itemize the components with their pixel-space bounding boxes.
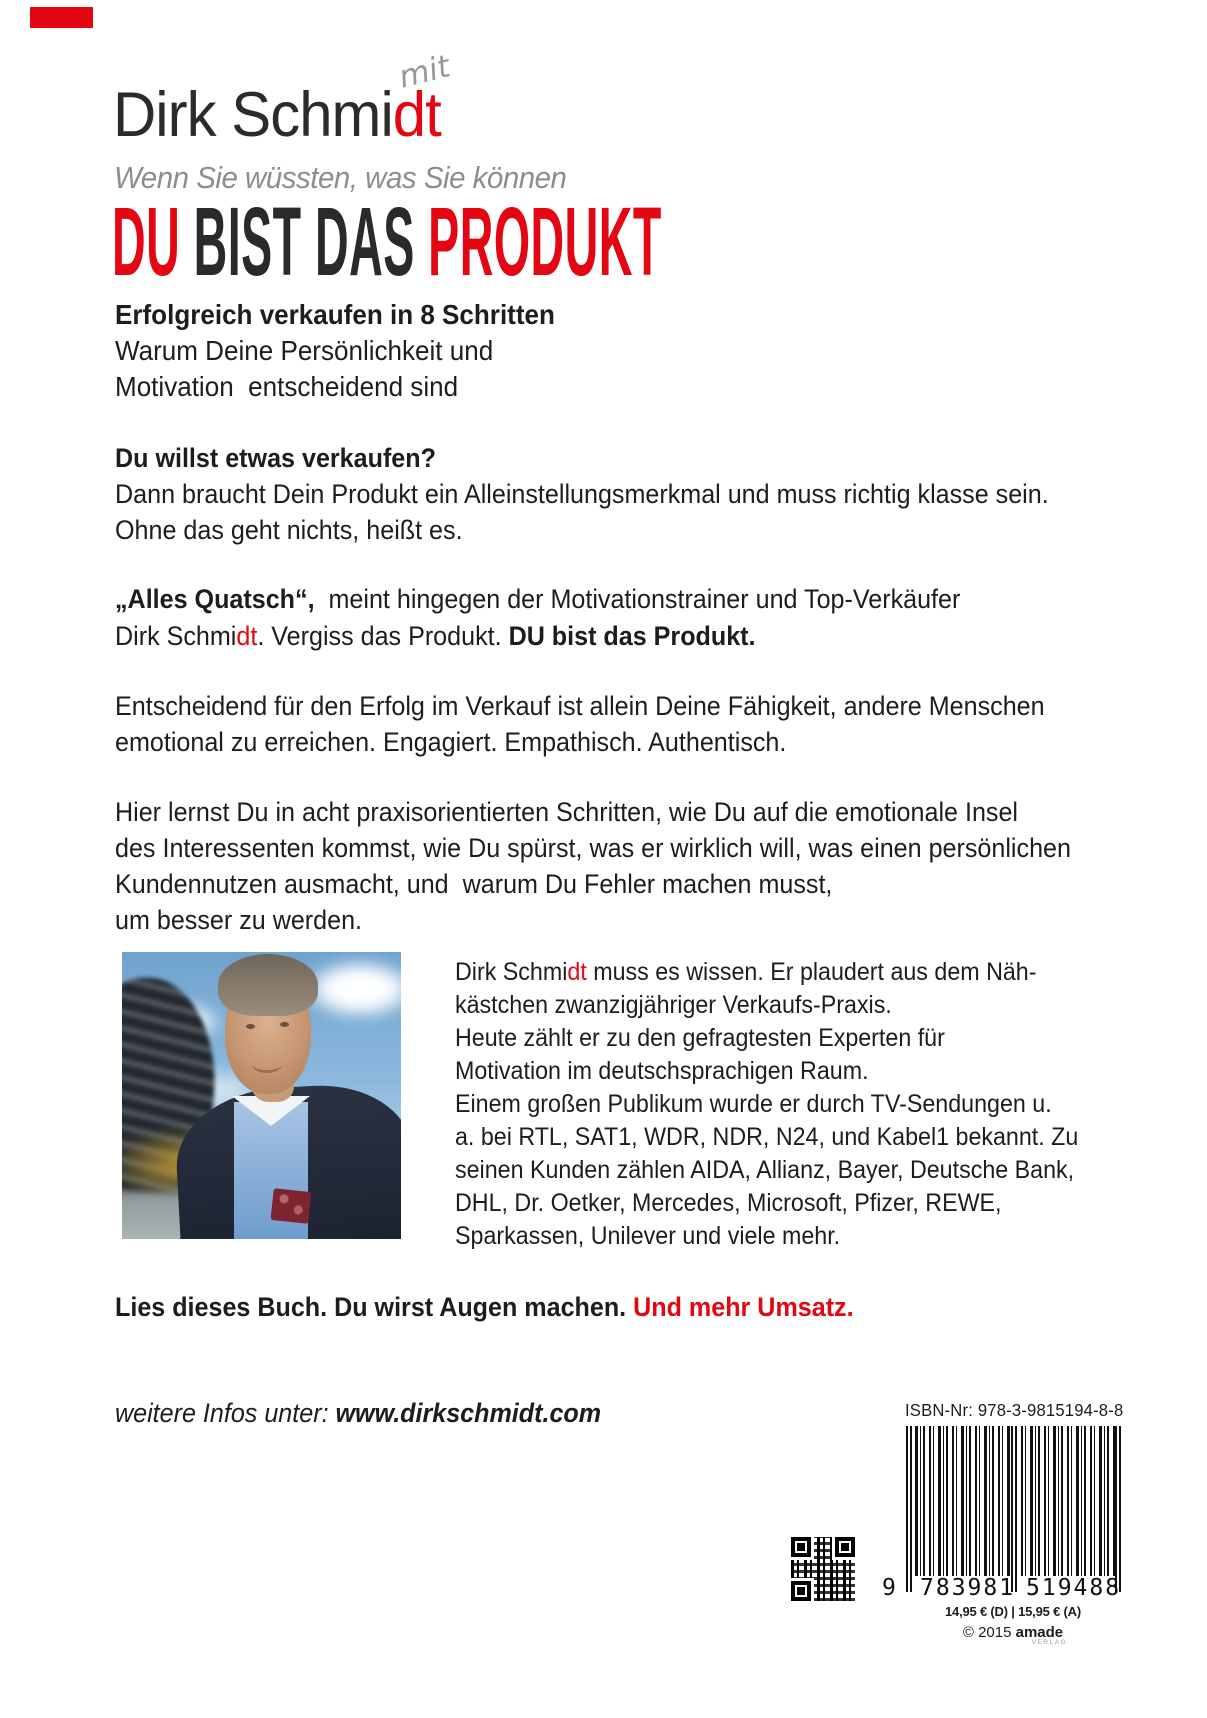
bio-line: a. bei RTL, SAT1, WDR, NDR, N24, und Kabel1 bekannt. Zu (455, 1123, 1079, 1151)
author-photo (122, 952, 401, 1239)
photo-eye (246, 1024, 255, 1029)
logo-script-mit: mit (395, 48, 454, 96)
paragraph-sell (115, 440, 1049, 548)
success-line: Entscheidend für den Erfolg im Verkauf ist allein Deine Fähigkeit, andere Menschen (115, 691, 1045, 721)
sell-heading: Du willst etwas verkaufen? (115, 443, 436, 473)
barcode-digit-group: 519488 (1026, 1575, 1122, 1601)
bio-name-black: Dirk Schmi (455, 958, 568, 986)
book-title (112, 187, 662, 296)
publisher-name (1015, 1624, 1068, 1646)
qr-code (791, 1537, 855, 1601)
success-line: emotional zu erreichen. Engagiert. Empathisch. Authentisch. (115, 727, 787, 757)
barcode-digit-group: 9 (882, 1575, 898, 1601)
author-bio (455, 956, 1078, 1253)
title-produkt: PRODUKT (428, 187, 662, 296)
bio-line: Sparkassen, Unilever und viele mehr. (455, 1222, 841, 1250)
steps-line: Kundennutzen ausmacht, und warum Du Fehler machen musst, (115, 869, 833, 899)
barcode-guard (1115, 1426, 1121, 1592)
photo-hair (218, 954, 318, 1016)
bio-line: Heute zählt er zu den gefragtesten Experten für (455, 1024, 945, 1052)
quote-name-red: dt (236, 621, 258, 651)
bio-line-1 (455, 956, 1078, 989)
subtitle-bold-line: Erfolgreich verkaufen in 8 Schritten (115, 299, 555, 330)
price-line: 14,95 € (D) | 15,95 € (A) (945, 1604, 1081, 1619)
qr-finder-icon (791, 1581, 811, 1601)
paragraph-steps (115, 794, 1071, 938)
bio-line: Einem großen Publikum wurde er durch TV-Sendungen u. (455, 1090, 1052, 1118)
bio-line-1-rest: muss es wissen. Er plaudert aus dem Näh- (586, 958, 1037, 986)
publisher-label: amade (1015, 1624, 1064, 1641)
website-prefix: weitere Infos unter: (115, 1398, 336, 1428)
copyright-prefix: © 2015 (962, 1624, 1016, 1641)
barcode-digit-group: 783981 (920, 1575, 1016, 1601)
barcode-guard (906, 1426, 912, 1592)
quote-name-black: Dirk Schmi (115, 621, 237, 651)
quote-bold: „Alles Quatsch“, (115, 584, 315, 614)
barcode-guard (1011, 1426, 1017, 1592)
cta-red: Und mehr Umsatz. (633, 1292, 854, 1322)
title-bist-das: BIST DAS (180, 187, 429, 296)
call-to-action (115, 1292, 854, 1323)
subtitle-block (115, 297, 555, 405)
website-line (115, 1398, 601, 1429)
steps-line: des Interessenten kommst, wie Du spürst, was er wirklich will, was einen persönlichen (115, 833, 1071, 863)
website-link[interactable]: www.dirkschmidt.com (335, 1398, 602, 1428)
subtitle-line: Motivation entscheidend sind (115, 371, 459, 402)
author-logo (113, 82, 441, 148)
paragraph-success (115, 688, 1045, 760)
sell-line: Ohne das geht nichts, heißt es. (115, 515, 463, 545)
quote-rest: meint hingegen der Motivationstrainer und Top-Verkäufer (314, 584, 961, 614)
photo-pocket-square (270, 1188, 311, 1224)
quote-line-2 (115, 618, 960, 655)
copyright-line (880, 1624, 1146, 1646)
quote-bold-claim: DU bist das Produkt. (508, 621, 756, 651)
logo-name-red: dt (392, 80, 441, 150)
bio-line: DHL, Dr. Oetker, Mercedes, Microsoft, Pfizer, REWE, (455, 1189, 1002, 1217)
qr-finder-icon (791, 1537, 811, 1557)
qr-finder-icon (835, 1537, 855, 1557)
steps-line: Hier lernst Du in acht praxisorientierten Schritten, wie Du auf die emotionale Insel (115, 797, 1019, 827)
photo-eye (280, 1022, 289, 1027)
title-du: DU (112, 187, 181, 296)
sell-line: Dann braucht Dein Produkt ein Alleinstellungsmerkmal und muss richtig klasse sein. (115, 479, 1049, 509)
steps-line: um besser zu werden. (115, 905, 363, 935)
logo-name-black: Dirk Schmi (113, 80, 393, 150)
bio-name-red: dt (567, 958, 587, 986)
tagline: Wenn Sie wüssten, was Sie können (114, 160, 567, 195)
quote-mid: . Vergiss das Produkt. (257, 621, 509, 651)
cta-black: Lies dieses Buch. Du wirst Augen machen. (115, 1292, 634, 1322)
isbn-number: ISBN-Nr: 978-3-9815194-8-8 (905, 1400, 1124, 1420)
photo-mouth (252, 1056, 282, 1073)
publisher-sublabel: VERLAG (1031, 1639, 1068, 1646)
paragraph-quote (115, 581, 960, 655)
bio-line: seinen Kunden zählen AIDA, Allianz, Bayer, Deutsche Bank, (455, 1156, 1075, 1184)
bio-line: Motivation im deutschsprachigen Raum. (455, 1057, 869, 1085)
bio-line: kästchen zwanzigjähriger Verkaufs-Praxis. (455, 991, 892, 1019)
red-corner-mark (30, 7, 93, 28)
subtitle-line: Warum Deine Persönlichkeit und (115, 335, 494, 366)
quote-line-1 (115, 581, 960, 618)
